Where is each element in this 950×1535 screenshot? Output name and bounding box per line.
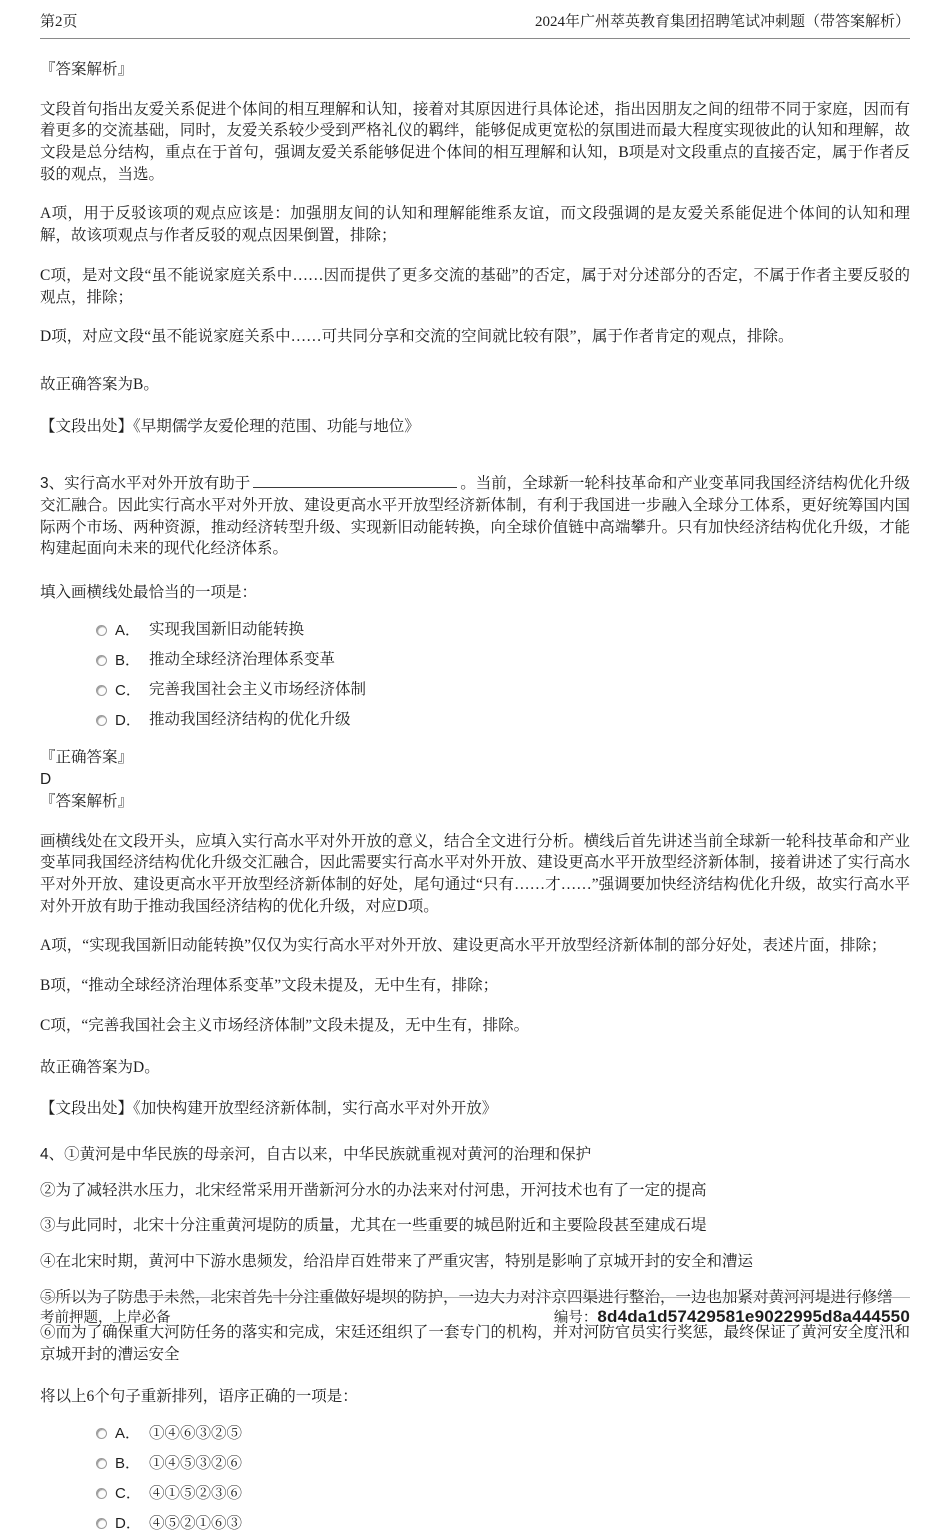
q3-option-c-letter: C． bbox=[115, 681, 141, 699]
q3-number: 3、 bbox=[40, 475, 65, 493]
q2-option-c-analysis: C项，是对文段“虽不能说家庭关系中……因而提供了更多交流的基础”的否定，属于对分述部分的否定，不属于作者主要反驳的观点，排除； bbox=[40, 266, 910, 306]
page-number: 第2页 bbox=[40, 14, 78, 30]
q3-conclusion: 故正确答案为D。 bbox=[40, 1058, 160, 1076]
q4-option-c-text: ④①⑤②③⑥ bbox=[149, 1485, 243, 1503]
q4-option-a[interactable] bbox=[96, 1423, 910, 1444]
q2-analysis-body: 文段首句指出友爱关系促进个体间的相互理解和认知，接着对其原因进行具体论述，指出因朋友之间的纽带不同于家庭，因而有着更多的交流基础，同时，友爱关系较少受到严格礼仪的羁绊，能够促成更宽松的氛围进而最大程度实现彼此的认知和理解，故文段是总分结构，重点在于首句，强调友爱关系能够促进个体间的相互理解和认知，B项是对文段重点的直接否定，属于作者反驳的观点，当选。 bbox=[40, 100, 910, 183]
q4-radio-a[interactable] bbox=[96, 1428, 107, 1439]
q2-source: 【文段出处】《早期儒学友爱伦理的范围、功能与地位》 bbox=[40, 417, 420, 435]
footer-code-value: 8d4da1d57429581e9022995d8a444550 bbox=[597, 1307, 910, 1327]
q4-option-d-letter: D． bbox=[115, 1515, 141, 1533]
q4-sentence-4: ④在北宋时期，黄河中下游水患频发，给沿岸百姓带来了严重灾害，特别是影响了京城开封的安全和漕运 bbox=[40, 1252, 754, 1270]
q4-option-c[interactable] bbox=[96, 1483, 910, 1504]
q3-option-a-analysis: A项，“实现我国新旧动能转换”仅仅为实行高水平对外开放、建设更高水平开放型经济新体制的部分好处，表述片面，排除； bbox=[40, 937, 887, 955]
q4-number: 4、 bbox=[40, 1145, 65, 1163]
q3-prompt: 填入画横线处最恰当的一项是： bbox=[40, 584, 258, 601]
q3-answer-block bbox=[40, 747, 910, 813]
q3-correct-answer-value: D bbox=[40, 770, 52, 788]
q3-option-d-text: 推动我国经济结构的优化升级 bbox=[149, 711, 351, 729]
q2-option-a-analysis: A项，用于反驳该项的观点应该是：加强朋友间的认知和理解能维系友谊，而文段强调的是友爱关系能促进个体间的认知和理解，故该项观点与作者反驳的观点因果倒置，排除； bbox=[40, 205, 910, 245]
q3-stem-before-blank: 实行高水平对外开放有助于 bbox=[64, 475, 251, 493]
q4-option-a-text: ①④⑥③②⑤ bbox=[149, 1425, 243, 1443]
q4-radio-c[interactable] bbox=[96, 1488, 107, 1499]
q3-option-c-analysis: C项，“完善我国社会主义市场经济体制”文段未提及，无中生有，排除。 bbox=[40, 1016, 530, 1034]
q3-option-b-text: 推动全球经济治理体系变革 bbox=[149, 651, 336, 669]
q3-option-b-letter: B． bbox=[115, 651, 141, 669]
q4-option-b-text: ①④⑤③②⑥ bbox=[149, 1455, 243, 1473]
q4-sentence-2: ②为了减轻洪水压力，北宋经常采用开凿新河分水的办法来对付河患，开河技术也有了一定的提高 bbox=[40, 1181, 707, 1199]
q4-radio-d[interactable] bbox=[96, 1518, 107, 1529]
q2-conclusion: 故正确答案为B。 bbox=[40, 375, 159, 393]
page-footer bbox=[40, 1297, 910, 1329]
page-header bbox=[40, 12, 910, 39]
q4-option-a-letter: A． bbox=[115, 1425, 141, 1443]
q3-option-c[interactable] bbox=[96, 680, 910, 701]
q3-option-c-text: 完善我国社会主义市场经济体制 bbox=[149, 681, 367, 699]
q3-stem bbox=[40, 473, 910, 560]
q3-stem-after-blank: 。当前，全球新一轮科技革命和产业变革同我国经济结构优化升级交汇融合。因此实行高水平对外开放、建设更高水平开放型经济新体制，有利于我国进一步融入全球分工体系，更好统筹国内国际两个市场、两种资源，推动经济转型升级、实现新旧动能转换，向全球价值链中高端攀升。只有加快经济结构优化升级，才能构建起面向未来的现代化经济体系。 bbox=[40, 475, 910, 558]
q4-option-c-letter: C． bbox=[115, 1485, 141, 1503]
q4-option-b[interactable] bbox=[96, 1453, 910, 1474]
q3-analysis-label: 『答案解析』 bbox=[40, 792, 134, 810]
q3-option-a[interactable] bbox=[96, 620, 910, 641]
q3-option-b-analysis: B项，“推动全球经济治理体系变革”文段未提及，无中生有，排除； bbox=[40, 977, 499, 995]
footer-code-label: 编号： bbox=[553, 1310, 598, 1327]
document-title: 2024年广州萃英教育集团招聘笔试冲刺题（带答案解析） bbox=[534, 14, 910, 30]
q3-options bbox=[40, 620, 910, 731]
q4-options bbox=[40, 1423, 910, 1534]
q4-option-d-text: ④⑤②①⑥③ bbox=[149, 1515, 243, 1533]
q4-sentence-6: ⑥而为了确保重大河防任务的落实和完成，宋廷还组织了一套专门的机构，并对河防官员实行奖惩，最终保证了黄河安全度汛和京城开封的漕运安全 bbox=[40, 1324, 910, 1363]
q2-option-d-analysis: D项，对应文段“虽不能说家庭关系中……可共同分享和交流的空间就比较有限”，属于作者肯定的观点，排除。 bbox=[40, 328, 794, 346]
q4-sentence-3: ③与此同时，北宋十分注重黄河堤防的质量，尤其在一些重要的城邑附近和主要险段甚至建成石堤 bbox=[40, 1217, 707, 1235]
q3-source: 【文段出处】《加快构建开放型经济新体制，实行高水平对外开放》 bbox=[40, 1100, 498, 1118]
q4-option-b-letter: B． bbox=[115, 1455, 141, 1473]
q3-correct-answer-label: 『正确答案』 bbox=[40, 748, 134, 766]
footer-document-code bbox=[554, 1305, 910, 1329]
q3-blank-underline bbox=[253, 475, 457, 488]
footer-slogan: 考前押题，上岸必备 bbox=[40, 1310, 171, 1327]
q3-option-a-letter: A． bbox=[115, 621, 141, 639]
q3-radio-c[interactable] bbox=[96, 685, 107, 696]
q2-analysis-label: 『答案解析』 bbox=[40, 61, 134, 78]
q4-radio-b[interactable] bbox=[96, 1458, 107, 1469]
q3-option-a-text: 实现我国新旧动能转换 bbox=[149, 621, 305, 639]
q3-radio-a[interactable] bbox=[96, 625, 107, 636]
q3-radio-b[interactable] bbox=[96, 655, 107, 666]
q3-option-d-letter: D． bbox=[115, 711, 141, 729]
q3-option-d[interactable] bbox=[96, 710, 910, 731]
q4-sentence-1 bbox=[40, 1144, 910, 1166]
q4-sentence-1-text: ①黄河是中华民族的母亲河，自古以来，中华民族就重视对黄河的治理和保护 bbox=[64, 1145, 592, 1163]
q3-analysis-body: 画横线处在文段开头，应填入实行高水平对外开放的意义，结合全文进行分析。横线后首先讲述当前全球新一轮科技革命和产业变革同我国经济结构优化升级交汇融合，因此需要实行高水平对外开放、建设更高水平开放型经济新体制，接着讲述了实行高水平对外开放、建设更高水平开放型经济新体制的好处，尾句通过“只有……才……”强调要加快经济结构优化升级，故实行高水平对外开放有助于推动我国经济结构的优化升级，对应D项。 bbox=[40, 832, 910, 915]
q3-radio-d[interactable] bbox=[96, 715, 107, 726]
q3-option-b[interactable] bbox=[96, 650, 910, 671]
q4-sentence-5: ⑤所以为了防患于未然，北宋首先十分注重做好堤坝的防护，一边大力对汴京四渠进行整治，一边也加紧对黄河河堤进行修缮 bbox=[40, 1288, 893, 1306]
q4-option-d[interactable] bbox=[96, 1513, 910, 1534]
q4-prompt: 将以上6个句子重新排列，语序正确的一项是： bbox=[40, 1387, 358, 1405]
